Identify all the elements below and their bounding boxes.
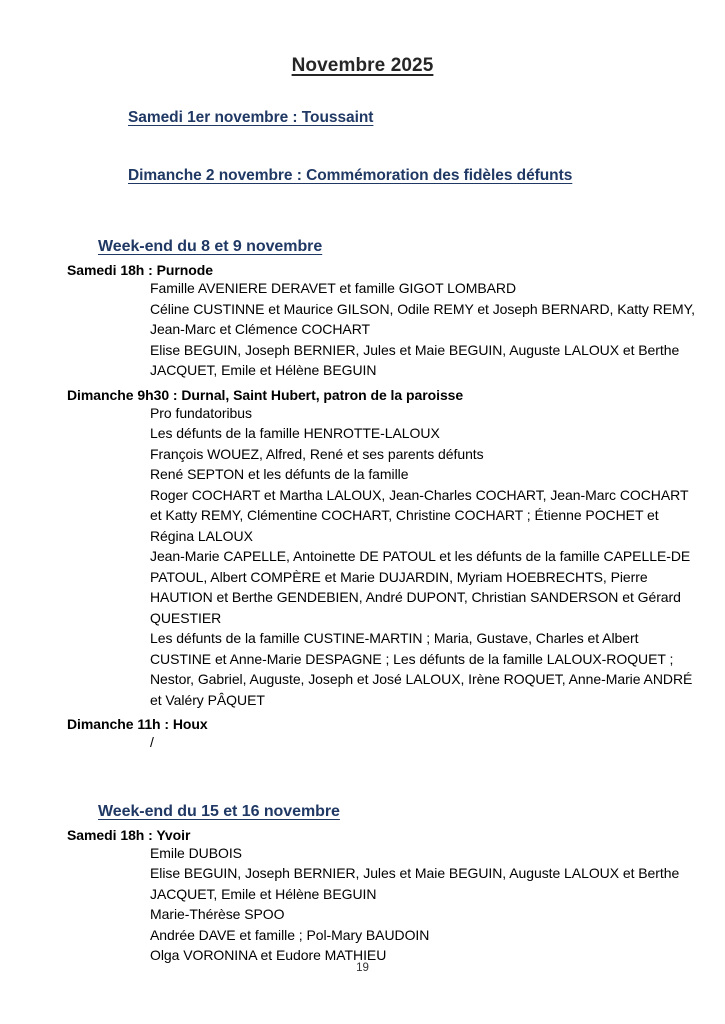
list-item: Andrée DAVE et famille ; Pol-Mary BAUDOIN — [150, 926, 430, 943]
weekend-heading-15-16-novembre — [0, 753, 725, 821]
page-title-text: Novembre 2025 — [291, 55, 434, 76]
page-title — [0, 0, 725, 77]
page-number: 19 — [356, 962, 369, 974]
list-item: Les défunts de la famille HENROTTE-LALOUX — [150, 425, 440, 441]
weekend-heading-8-9-novembre — [0, 185, 725, 256]
list-item: Pro fundatoribus — [150, 404, 252, 421]
list-item: François WOUEZ, Alfred, René et ses parents défunts — [150, 445, 484, 462]
list-item: Marie-Thérèse SPOO — [150, 906, 285, 922]
list-item: Roger COCHART et Martha LALOUX, Jean-Charles COCHART, Jean-Marc COCHART et Katty REMY, Clémentine COCHART, Christine COCHART ; Étienne POCHET et Régina LALOUX — [150, 486, 689, 544]
list-item: Elise BEGUIN, Joseph BERNIER, Jules et Maie BEGUIN, Auguste LALOUX et Berthe JACQUET, Emile et Hélène BEGUIN — [150, 865, 680, 902]
list-item: Olga VORONINA et Eudore MATHIEU — [150, 947, 387, 963]
feast-heading-defunts — [0, 127, 725, 185]
feast-heading-toussaint-text: Samedi 1er novembre : Toussaint — [128, 109, 374, 126]
list-item: Emile DUBOIS — [150, 844, 242, 861]
weekend-heading-15-16-novembre-text: Week-end du 15 et 16 novembre — [98, 802, 340, 820]
intention-list-dimanche-houx — [0, 732, 725, 753]
service-heading-samedi-purnode: Samedi 18h : Purnode — [67, 262, 214, 278]
feast-heading-toussaint — [0, 77, 725, 127]
list-item: Céline CUSTINNE et Maurice GILSON, Odile REMY et Joseph BERNARD, Katty REMY, Jean-Marc et Clémence COCHART — [150, 300, 695, 337]
list-item: / — [150, 734, 154, 750]
feast-heading-defunts-text: Dimanche 2 novembre : Commémoration des fidèles défunts — [128, 167, 573, 184]
service-heading-dimanche-houx: Dimanche 11h : Houx — [67, 716, 208, 732]
list-item: Famille AVENIERE DERAVET et famille GIGOT LOMBARD — [150, 280, 517, 296]
weekend-heading-8-9-novembre-text: Week-end du 8 et 9 novembre — [98, 238, 323, 255]
list-item: Les défunts de la famille CUSTINE-MARTIN ; Maria, Gustave, Charles et Albert CUSTINE et Anne-Marie DESPAGNE ; Les défunts de la famille LALOUX-ROQUET ; Nestor, Gabriel, Auguste, Joseph et José LALOUX, Irène ROQUET, Anne-Marie ANDRÉ et Valéry PÂQUET — [150, 630, 693, 708]
intention-list-samedi-yvoir — [0, 843, 725, 966]
list-item: Elise BEGUIN, Joseph BERNIER, Jules et Maie BEGUIN, Auguste LALOUX et Berthe JACQUET, Emile et Hélène BEGUIN — [150, 341, 680, 378]
intention-list-samedi-purnode — [0, 278, 725, 381]
service-heading-samedi-yvoir: Samedi 18h : Yvoir — [67, 826, 191, 843]
list-item: René SEPTON et les défunts de la famille — [150, 466, 409, 482]
intention-list-dimanche-durnal — [0, 403, 725, 711]
service-heading-dimanche-durnal: Dimanche 9h30 : Durnal, Saint Hubert, patron de la paroisse — [67, 386, 464, 403]
list-item: Jean-Marie CAPELLE, Antoinette DE PATOUL et les défunts de la famille CAPELLE-DE PATOUL, Albert COMPÈRE et Marie DUJARDIN, Myriam HOEBRECHTS, Pierre HAUTION et Berthe GENDEBIEN, André DUPONT, Christian SANDERSON et Gérard QUESTIER — [150, 548, 691, 626]
